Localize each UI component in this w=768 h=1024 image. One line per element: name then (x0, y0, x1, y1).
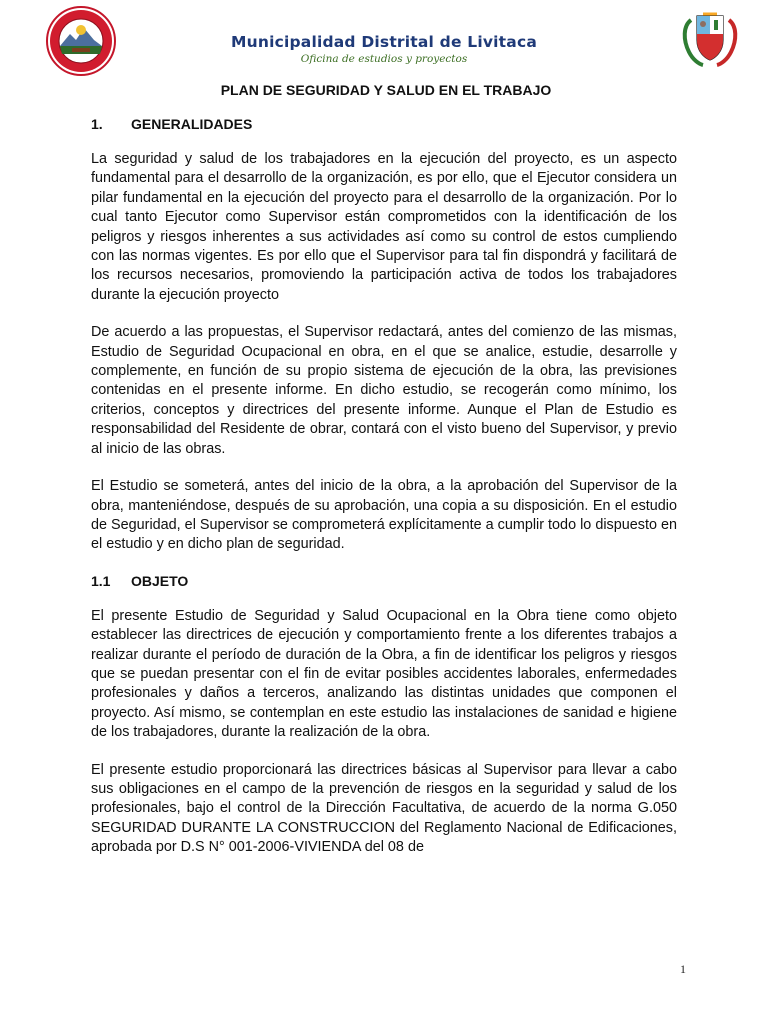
municipality-name: Municipalidad Distrital de Livitaca (230, 33, 537, 51)
section-number: 1.1 (91, 572, 111, 589)
paragraph: El Estudio se someterá, antes del inicio de la obra, a la aprobación del Supervisor de la obra, manteniéndose, después de su aprobación, una copia a su disposición. En el estudio de Seguridad, el Supervisor se comprometerá explícitamente a cumplir todo lo dispuesto en el estudio y en dicho plan de seguridad. (91, 478, 677, 553)
paragraph: De acuerdo a las propuestas, el Supervisor redactará, antes del comienzo de las mismas, Estudio de Seguridad Ocupacional en obra, en el que se analice, estudie, desarrolle y complemente, en función de su propio sistema de ejecución de la obra, las previsiones contenidas en el presente informe. En dicho estudio, se recogerán como mínimo, los criterios, conceptos y directrices del presente informe. Aunque el Plan de Estudio es responsabilidad del Residente de obrar, contará con el visto bueno del Supervisor, y previo al inicio de las obras. (91, 324, 677, 457)
section-title: OBJETO (131, 572, 189, 589)
page-number: 1 (680, 962, 686, 976)
paragraph: El presente Estudio de Seguridad y Salud Ocupacional en la Obra tiene como objeto establecer las directrices de ejecución y comportamiento frente a los diferentes trabajos a realizar durante el período de duración de la Obra, a fin de identificar los peligros y riesgos que se puedan presentar con el fin de evitar posibles accidentes laborales, enfermedades profesionales y daños a terceros, analizando las distintas unidades que componen el proyecto. Así mismo, se contemplan en este estudio las instalaciones de sanidad e higiene de los trabajadores, durante la realización de la obra. (91, 607, 677, 741)
page-header (0, 0, 768, 80)
document-body (91, 82, 677, 858)
section-heading-generalidades (91, 116, 677, 132)
peru-coat-of-arms-icon (681, 10, 739, 68)
office-name: Oficina de estudios y proyectos (300, 53, 468, 65)
section-number: 1. (91, 116, 103, 132)
paragraph: La seguridad y salud de los trabajadores en la ejecución del proyecto, es un aspecto fundamental para el desarrollo de la organización, es por ello, que el Ejecutor considera un pilar fundamental en la ejecución del proyecto para el desarrollo de la organización. Por lo cual tanto Ejecutor como Supervisor están comprometidos con la identificación de los peligros y riesgos inherentes a sus actividades así como su control de estos cumpliendo con las normas vigentes. Es por ello que el Supervisor para tal fin dispondrá y facilitará de los recursos necesarios, promoviendo la participación activa de todos los trabajadores durante la ejecución proyecto (91, 151, 677, 303)
section-title: GENERALIDADES (131, 116, 253, 132)
paragraph: El presente estudio proporcionará las directrices básicas al Supervisor para llevar a cabo sus obligaciones en el campo de la prevención de riesgos en la seguridad y salud de los profesionales, bajo el control de la Dirección Facultativa, de acuerdo de la norma G.050 SEGURIDAD DURANTE LA CONSTRUCCION del Reglamento Nacional de Edificaciones, aprobada por D.S N° 001-2006-VIVIENDA del 08 de (91, 761, 677, 856)
section-heading-objeto (91, 573, 677, 589)
document-title: PLAN DE SEGURIDAD Y SALUD EN EL TRABAJO (220, 82, 552, 98)
